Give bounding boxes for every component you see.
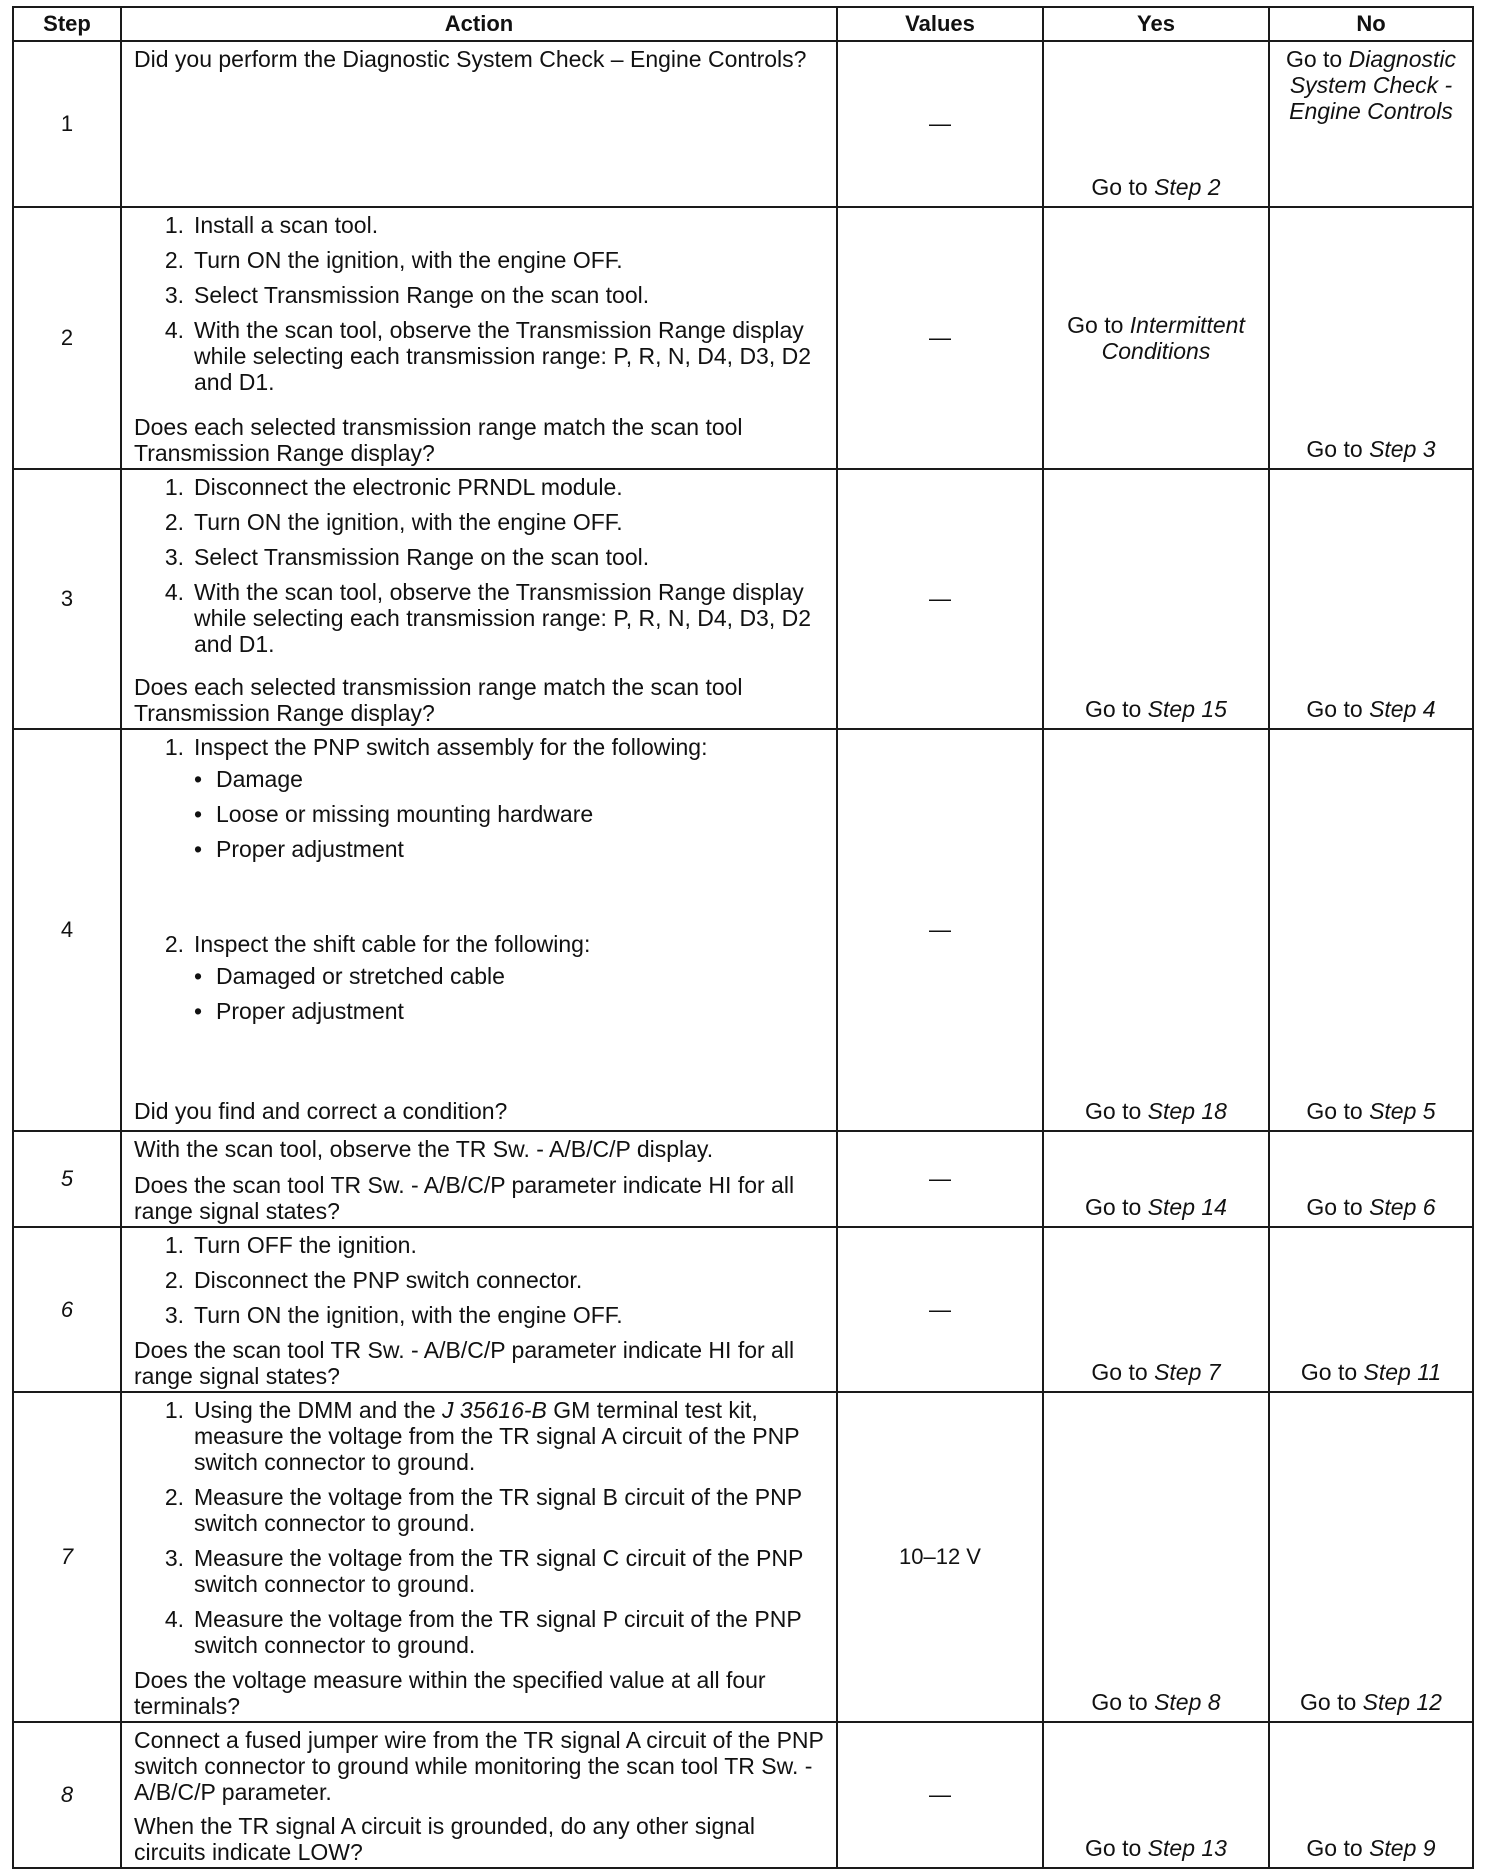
no-cell <box>1269 1392 1473 1722</box>
tool-reference: J 35616-B <box>442 1397 547 1423</box>
list-item: 2. Disconnect the PNP switch connector. <box>164 1267 583 1293</box>
bullet-list <box>134 963 826 1033</box>
yes-cell <box>1043 1227 1269 1392</box>
no-cell <box>1269 729 1473 1131</box>
action-cell <box>121 1131 837 1227</box>
bullet-item: • Proper adjustment <box>194 836 404 862</box>
action-list <box>134 1397 826 1667</box>
list-item: 1. Turn OFF the ignition. <box>164 1232 417 1258</box>
bullet-item: • Damage <box>194 766 303 792</box>
list-item: 4. With the scan tool, observe the Transmission Range display while selecting each transmission range: P, R, N, D4, D3, D2 and D1. <box>164 579 812 657</box>
table-row-step-5 <box>13 1131 1473 1227</box>
action-cell <box>121 41 837 207</box>
list-item: 1. Disconnect the electronic PRNDL module. <box>164 474 623 500</box>
no-cell <box>1269 1131 1473 1227</box>
value-cell: 10–12 V <box>837 1392 1043 1722</box>
no-prefix: Go to <box>1306 1835 1370 1861</box>
bullet-item: • Damaged or stretched cable <box>194 963 505 989</box>
yes-link[interactable]: Step 8 <box>1154 1689 1221 1715</box>
yes-prefix: Go to <box>1085 696 1148 722</box>
value-cell: — <box>837 1131 1043 1227</box>
list-item: 4. With the scan tool, observe the Transmission Range display while selecting each transmission range: P, R, N, D4, D3, D2 and D1. <box>164 317 812 395</box>
header-row <box>13 7 1473 41</box>
action-question: Did you find and correct a condition? <box>134 1098 508 1124</box>
action-cell <box>121 1392 837 1722</box>
no-link[interactable]: Diagnostic System Check - Engine Controls <box>1289 46 1457 124</box>
step-number: 3 <box>13 469 121 729</box>
step-number: 1 <box>13 41 121 207</box>
no-prefix: Go to <box>1306 1194 1370 1220</box>
action-list <box>134 1232 826 1337</box>
list-item: 2. Turn ON the ignition, with the engine OFF. <box>164 509 623 535</box>
action-list <box>134 474 826 666</box>
action-cell <box>121 729 837 1131</box>
list-item: 3. Select Transmission Range on the scan tool. <box>164 282 650 308</box>
action-question: Does the scan tool TR Sw. - A/B/C/P parameter indicate HI for all range signal states? <box>134 1172 795 1224</box>
bullet-item: • Loose or missing mounting hardware <box>194 801 594 827</box>
yes-prefix: Go to <box>1085 1194 1148 1220</box>
step-number: 8 <box>13 1722 121 1868</box>
list-item: 2. Measure the voltage from the TR signal B circuit of the PNP switch connector to ground. <box>164 1484 802 1536</box>
step-number: 4 <box>13 729 121 1131</box>
no-link[interactable]: Step 4 <box>1369 696 1436 722</box>
no-link[interactable]: Step 5 <box>1369 1098 1436 1124</box>
list-item: 2. Inspect the shift cable for the following: • Damaged or stretched cable • Proper adjustment <box>134 931 826 1033</box>
table-row-step-3 <box>13 469 1473 729</box>
yes-link[interactable]: Step 13 <box>1147 1835 1227 1861</box>
step-number: 5 <box>13 1131 121 1227</box>
table-row-step-7 <box>13 1392 1473 1722</box>
action-question: Does each selected transmission range match the scan tool Transmission Range display? <box>134 414 743 466</box>
list-item: 4. Measure the voltage from the TR signal P circuit of the PNP switch connector to ground. <box>164 1606 802 1658</box>
header-no: No <box>1269 7 1473 41</box>
yes-link[interactable]: Step 18 <box>1147 1098 1227 1124</box>
no-cell <box>1269 1227 1473 1392</box>
yes-prefix: Go to <box>1091 1359 1155 1385</box>
action-cell <box>121 207 837 469</box>
action-list <box>134 212 826 404</box>
yes-prefix: Go to <box>1091 174 1155 200</box>
value-cell: — <box>837 1227 1043 1392</box>
action-text: Did you perform the Diagnostic System Check – Engine Controls? <box>134 46 807 72</box>
yes-cell <box>1043 1131 1269 1227</box>
step-number: 2 <box>13 207 121 469</box>
header-values: Values <box>837 7 1043 41</box>
yes-link[interactable]: Step 7 <box>1154 1359 1221 1385</box>
no-prefix: Go to <box>1300 1359 1364 1385</box>
action-cell <box>121 1227 837 1392</box>
yes-cell <box>1043 729 1269 1131</box>
no-cell <box>1269 469 1473 729</box>
action-cell <box>121 469 837 729</box>
list-item: 3. Select Transmission Range on the scan tool. <box>164 544 650 570</box>
no-prefix: Go to <box>1306 1098 1370 1124</box>
yes-link[interactable]: Step 15 <box>1147 696 1227 722</box>
no-link[interactable]: Step 12 <box>1362 1689 1442 1715</box>
no-link[interactable]: Step 3 <box>1369 436 1436 462</box>
diagnostic-table-sheet <box>12 6 1472 1864</box>
list-item: 1. Using the DMM and the J 35616-B GM terminal test kit, measure the voltage from the TR signal A circuit of the PNP switch connector to ground. <box>164 1397 800 1475</box>
header-yes: Yes <box>1043 7 1269 41</box>
no-link[interactable]: Step 11 <box>1363 1359 1442 1385</box>
yes-prefix: Go to <box>1067 312 1130 338</box>
action-question: Does each selected transmission range match the scan tool Transmission Range display? <box>134 674 743 726</box>
no-prefix: Go to <box>1285 46 1349 72</box>
yes-link[interactable]: Intermittent Conditions <box>1101 312 1245 364</box>
action-text: Connect a fused jumper wire from the TR signal A circuit of the PNP switch connector to ground while monitoring the scan tool TR Sw. - A/B/C/P parameter. <box>134 1727 824 1805</box>
table-row-step-8 <box>13 1722 1473 1868</box>
action-question: Does the voltage measure within the specified value at all four terminals? <box>134 1667 766 1719</box>
header-action: Action <box>121 7 837 41</box>
action-question: When the TR signal A circuit is grounded, do any other signal circuits indicate LOW? <box>134 1813 755 1865</box>
header-step: Step <box>13 7 121 41</box>
action-cell <box>121 1722 837 1868</box>
yes-prefix: Go to <box>1085 1835 1148 1861</box>
no-cell <box>1269 207 1473 469</box>
step-number: 6 <box>13 1227 121 1392</box>
table-row-step-6 <box>13 1227 1473 1392</box>
no-link[interactable]: Step 6 <box>1369 1194 1436 1220</box>
action-list <box>134 734 826 1033</box>
yes-cell <box>1043 41 1269 207</box>
table-row-step-4 <box>13 729 1473 1131</box>
action-text: With the scan tool, observe the TR Sw. - A/B/C/P display. <box>134 1136 714 1162</box>
value-cell: — <box>837 207 1043 469</box>
no-prefix: Go to <box>1306 436 1370 462</box>
yes-link[interactable]: Step 2 <box>1154 174 1221 200</box>
step-number: 7 <box>13 1392 121 1722</box>
list-item: 2. Turn ON the ignition, with the engine OFF. <box>164 247 623 273</box>
bullet-list <box>134 766 826 871</box>
no-prefix: Go to <box>1300 1689 1363 1715</box>
list-item: 1. Install a scan tool. <box>164 212 379 238</box>
list-item: 1. Inspect the PNP switch assembly for the following: • Damage • Loose or missing mounting hardware • Proper adjustment <box>134 734 826 871</box>
yes-cell <box>1043 469 1269 729</box>
diagnostic-table <box>12 6 1474 1869</box>
bullet-item: • Proper adjustment <box>194 998 404 1024</box>
no-cell <box>1269 41 1473 207</box>
no-link[interactable]: Step 9 <box>1369 1835 1436 1861</box>
no-prefix: Go to <box>1306 696 1370 722</box>
yes-cell <box>1043 207 1269 469</box>
yes-cell <box>1043 1392 1269 1722</box>
value-cell: — <box>837 729 1043 1131</box>
value-cell: — <box>837 469 1043 729</box>
no-cell <box>1269 1722 1473 1868</box>
value-cell: — <box>837 1722 1043 1868</box>
value-cell: — <box>837 41 1043 207</box>
yes-prefix: Go to <box>1085 1098 1148 1124</box>
yes-link[interactable]: Step 14 <box>1147 1194 1227 1220</box>
list-item: 3. Turn ON the ignition, with the engine OFF. <box>164 1302 623 1328</box>
yes-cell <box>1043 1722 1269 1868</box>
list-item: 3. Measure the voltage from the TR signal C circuit of the PNP switch connector to ground. <box>164 1545 803 1597</box>
yes-prefix: Go to <box>1091 1689 1155 1715</box>
table-row-step-2 <box>13 207 1473 469</box>
table-row-step-1 <box>13 41 1473 207</box>
action-question: Does the scan tool TR Sw. - A/B/C/P parameter indicate HI for all range signal states? <box>134 1337 795 1389</box>
